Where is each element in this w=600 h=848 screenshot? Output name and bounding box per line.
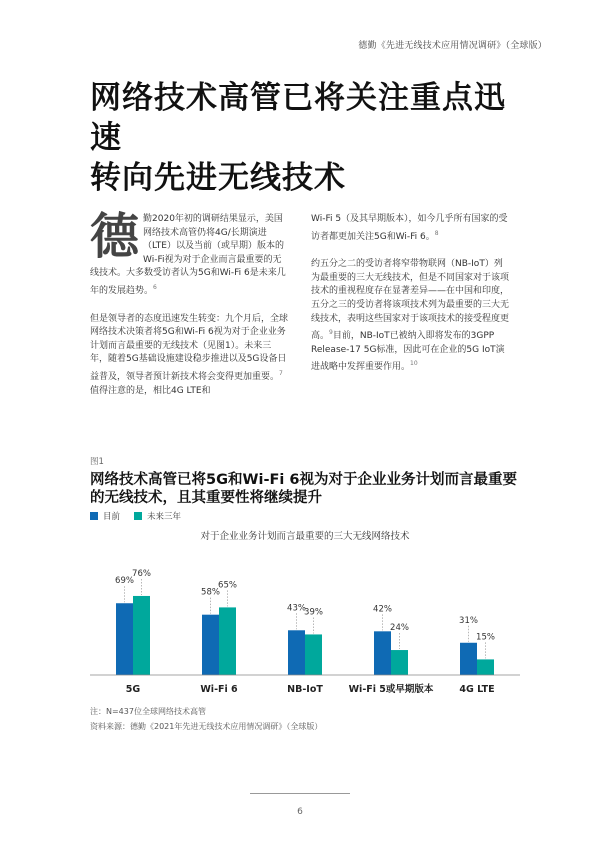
legend-swatch-future bbox=[134, 512, 142, 520]
page-title bbox=[90, 78, 530, 198]
data-label: 43% bbox=[287, 603, 306, 614]
page-title-line-1: 网络技术高管已将关注重点迅速 bbox=[90, 80, 506, 156]
paragraph bbox=[311, 258, 509, 375]
legend-label-future: 未来三年 bbox=[147, 512, 182, 522]
paragraph-text: 勤2020年初的调研结果显示，美国网络技术高管仍将4G/长期演进（LTE）以及当前（或早期）版本的Wi-Fi视为对于企业而言最重要的无线技术。大多数受访者认为5G和Wi-Fi 6是未来几年的发展趋势。 bbox=[90, 214, 286, 296]
body-column-left bbox=[90, 207, 289, 412]
data-label: 39% bbox=[304, 607, 323, 618]
category-label: NB-IoT bbox=[287, 684, 323, 695]
body-column-right bbox=[311, 213, 509, 389]
bar-group bbox=[459, 616, 495, 695]
drop-cap: 德 bbox=[90, 207, 140, 265]
figure-title: 网络技术高管已将5G和Wi-Fi 6视为对于企业业务计划而言最重要的无线技术，且其重要性将继续提升 bbox=[90, 472, 517, 506]
bar-group bbox=[115, 569, 151, 695]
data-label: 15% bbox=[476, 632, 495, 643]
bar-future bbox=[477, 659, 494, 675]
chart-title: 对于企业业务计划而言最重要的三大无线网络技术 bbox=[200, 531, 410, 542]
data-label: 65% bbox=[218, 580, 237, 591]
bar-current bbox=[202, 615, 219, 675]
bar-current bbox=[116, 603, 133, 675]
footer-divider bbox=[250, 793, 350, 794]
data-label: 69% bbox=[115, 576, 134, 587]
bar-group bbox=[200, 580, 238, 695]
footnote-ref: 10 bbox=[410, 360, 418, 368]
paragraph-text: Wi-Fi 5（及其早期版本），如今几乎所有国家的受访者都更加关注5G和Wi-Fi 6。 bbox=[311, 214, 508, 242]
bar-current bbox=[460, 643, 477, 675]
running-header: 德勤《先进无线技术应用情况调研》（全球版） bbox=[358, 41, 547, 51]
data-label: 24% bbox=[390, 623, 409, 634]
data-label: 31% bbox=[459, 615, 478, 626]
footnote-ref: 8 bbox=[434, 229, 439, 237]
page-number: 6 bbox=[297, 807, 303, 817]
legend-label-current: 目前 bbox=[103, 512, 121, 522]
figure-note: 注：N=437位全球网络技术高管 bbox=[90, 707, 206, 716]
legend-swatch-current bbox=[90, 512, 98, 520]
paragraph bbox=[311, 213, 509, 244]
data-label: 42% bbox=[373, 604, 392, 615]
paragraph bbox=[90, 207, 288, 299]
bar-chart bbox=[90, 540, 520, 700]
footnote-ref: 9 bbox=[329, 329, 333, 337]
legend-item-current bbox=[90, 510, 120, 522]
paragraph-text: 但是领导者的态度迅速发生转变：九个月后，全球网络技术决策者将5G和Wi-Fi 6视为对于企业业务计划而言最重要的无线技术（见图1）。未来三年，随着5G基础设施建设稳步推进以及5G设备日益普及，领导者预计新技术将会变得更加重要。 bbox=[90, 313, 289, 382]
figure-label: 图1 bbox=[90, 457, 104, 467]
chart-legend bbox=[90, 510, 181, 522]
data-label: 58% bbox=[201, 587, 220, 598]
bar-future bbox=[219, 607, 236, 675]
page-title-line-2: 转向先进无线技术 bbox=[90, 160, 346, 196]
category-label: Wi-Fi 6 bbox=[200, 684, 238, 695]
paragraph-text: 约五分之二的受访者将窄带物联网（NB-IoT）列为最重要的三大无线技术，但是不同国家对于该项技术的重视程度存在显著差异——在中国和印度，五分之三的受访者将该项技术列为最重要的三大无线技术，表明这些国家对于该项技术的接受程度更高。 bbox=[311, 259, 510, 342]
bar-future bbox=[305, 634, 322, 675]
category-label: Wi-Fi 5或早期版本 bbox=[348, 684, 434, 695]
bar-current bbox=[288, 630, 305, 675]
bar-group bbox=[349, 604, 434, 695]
footnote-ref: 6 bbox=[153, 283, 157, 291]
category-label: 5G bbox=[125, 684, 141, 695]
data-label: 76% bbox=[132, 568, 151, 579]
footnote-ref: 7 bbox=[279, 369, 283, 377]
bar-future bbox=[391, 650, 408, 675]
paragraph-text: 目前，NB-IoT已被纳入即将发布的3GPP Release-17 5G标准，因此可在企业的5G IoT演进战略中发挥重要作用。 bbox=[311, 331, 505, 373]
bar-group bbox=[287, 603, 323, 695]
category-label: 4G LTE bbox=[459, 684, 495, 695]
paragraph bbox=[90, 313, 288, 399]
bar-current bbox=[374, 631, 391, 675]
figure-source: 资料来源：德勤《2021年先进无线技术应用情况调研》（全球版） bbox=[90, 722, 323, 731]
paragraph-text: 值得注意的是，相比4G LTE和 bbox=[90, 385, 211, 396]
bar-future bbox=[133, 596, 150, 675]
legend-item-future bbox=[134, 510, 181, 522]
